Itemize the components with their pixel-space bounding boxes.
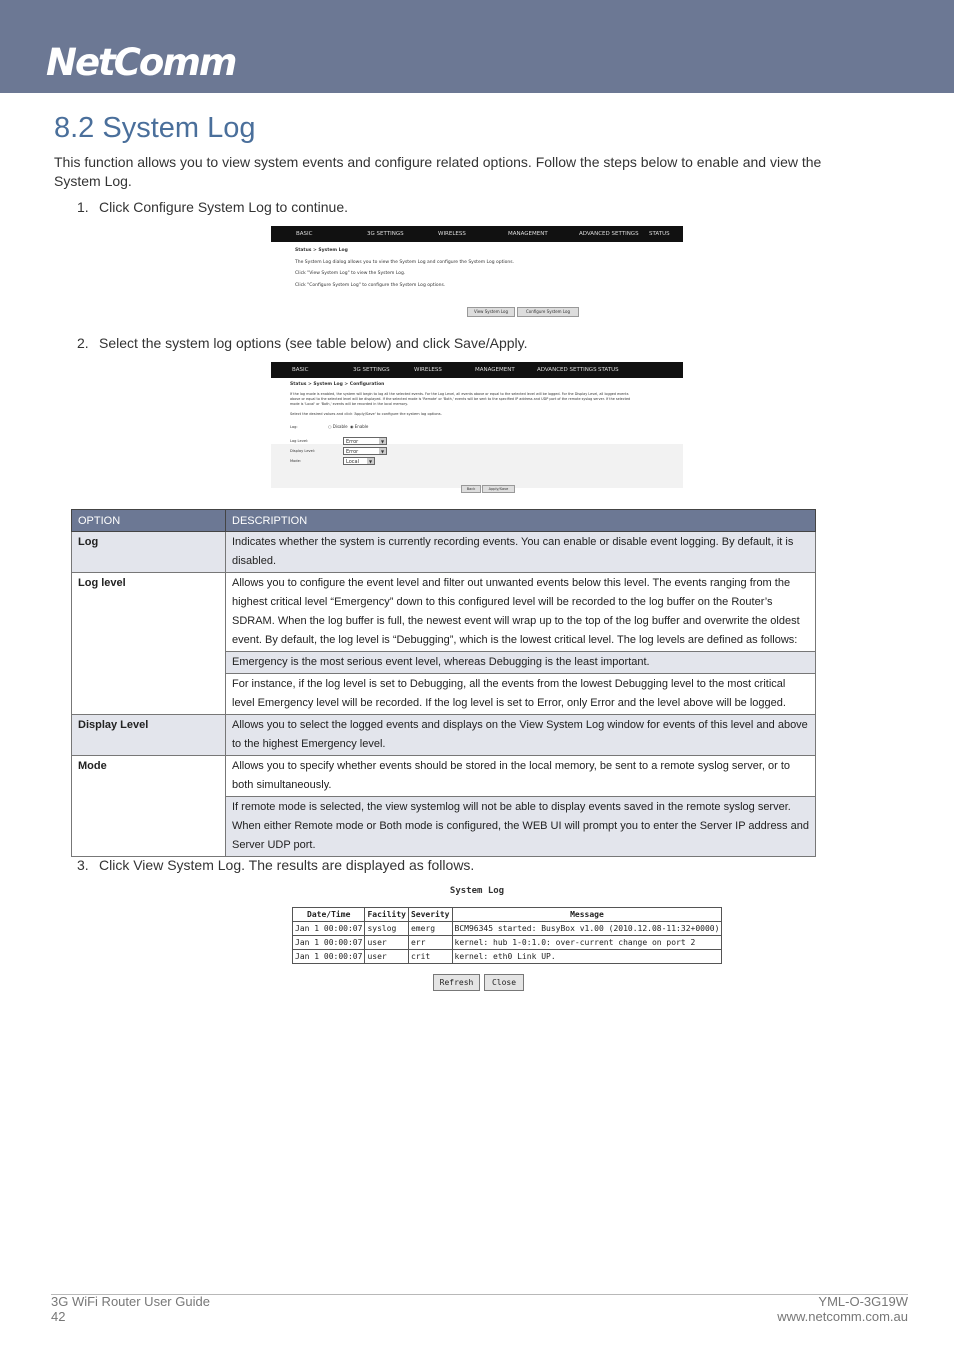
screenshot-system-log — [271, 226, 683, 321]
nav-item[interactable]: WIRELESS — [414, 367, 442, 373]
mode-select[interactable] — [343, 457, 375, 465]
instruction-text: Select the desired values and click 'Apply/Save' to configure the system log options. — [290, 412, 442, 416]
message-cell: BCM96345 started: BusyBox v1.00 (2010.12.08-11:32+0000) — [452, 922, 722, 936]
system-log-table — [292, 907, 722, 964]
nav-item[interactable]: MANAGEMENT — [508, 231, 548, 237]
column-header: Severity — [408, 908, 452, 922]
nav-item[interactable]: 3G SETTINGS — [353, 367, 390, 373]
severity-cell: err — [408, 936, 452, 950]
enable-label: Enable — [354, 424, 369, 429]
step-number: 2. — [77, 335, 89, 351]
step-number: 3. — [77, 857, 89, 873]
table-row — [293, 936, 722, 950]
footer-model: YML-O-3G19W — [818, 1294, 908, 1309]
info-line: Click "Configure System Log" to configure the System Log options. — [295, 283, 446, 288]
log-level-label: Log Level: — [290, 439, 309, 443]
nav-item[interactable]: 3G SETTINGS — [367, 231, 404, 237]
table-row-log — [72, 532, 816, 573]
chevron-down-icon: ▼ — [380, 439, 385, 444]
log-level-select[interactable] — [343, 437, 387, 445]
severity-cell: emerg — [408, 922, 452, 936]
disable-label: Disable — [332, 424, 348, 429]
description-cell: Indicates whether the system is currently recording events. You can enable or disable event logging. By default, it is disabled. — [226, 532, 816, 573]
nav-item[interactable]: ADVANCED SETTINGS — [537, 367, 597, 373]
options-table — [71, 509, 816, 857]
table-row-log-level — [72, 573, 816, 652]
footer-guide-title: 3G WiFi Router User Guide — [51, 1294, 210, 1309]
description-cell: If remote mode is selected, the view systemlog will not be able to display events saved in the remote syslog server. When either Remote mode or Both mode is configured, the WEB UI will prompt you to enter the Server IP address and Server UDP port. — [226, 797, 816, 857]
screenshot-background — [271, 444, 683, 488]
description-cell: Emergency is the most serious event level, whereas Debugging is the least important. — [226, 652, 816, 674]
nav-item[interactable]: STATUS — [598, 367, 619, 373]
table-row-mode — [72, 756, 816, 797]
chevron-down-icon: ▼ — [368, 459, 373, 464]
intro-paragraph: This function allows you to view system events and configure related options. Follow the steps below to enable and view the System Log. — [54, 154, 822, 189]
info-line: Click "View System Log" to view the System Log. — [295, 271, 406, 276]
option-cell: Log — [72, 532, 226, 573]
step-3 — [77, 857, 474, 873]
table-header-row — [72, 510, 816, 532]
section-title: 8.2 System Log — [54, 112, 256, 144]
step-2 — [77, 335, 528, 351]
mode-value: Local — [346, 459, 359, 465]
refresh-button[interactable]: Refresh — [433, 974, 480, 991]
configure-system-log-button[interactable]: Configure System Log — [517, 307, 579, 317]
nav-bar — [271, 362, 683, 378]
severity-cell: crit — [408, 950, 452, 964]
table-row-display-level — [72, 715, 816, 756]
column-header: Facility — [365, 908, 409, 922]
enable-radio[interactable]: ◉ Enable — [350, 424, 369, 429]
column-header-description: DESCRIPTION — [226, 510, 816, 532]
system-log-title: System Log — [449, 886, 505, 896]
date-cell: Jan 1 00:00:07 — [293, 936, 365, 950]
description-cell: For instance, if the log level is set to Debugging, all the events from the lowest Debugging level to the most critical level Emergency level will be recorded. If the log level is set to Error, only Error and the level above will be logged. — [226, 674, 816, 715]
step-text: Click Configure System Log to continue. — [99, 199, 349, 215]
nav-bar — [271, 226, 683, 242]
description-line: mode is 'Local' or 'Both,' events will be recorded in the local memory. — [290, 402, 408, 406]
view-system-log-button[interactable]: View System Log — [467, 307, 515, 317]
back-button[interactable]: Back — [461, 485, 481, 493]
nav-item[interactable]: MANAGEMENT — [475, 367, 515, 373]
description-line: above or equal to the selected level will be displayed. If the selected mode is 'Remote' or 'Both,' events will be sent to the specified IP address and UDP port of the remote syslog server. If the selected — [290, 397, 631, 401]
date-cell: Jan 1 00:00:07 — [293, 950, 365, 964]
option-cell: Log level — [72, 573, 226, 715]
step-text: Select the system log options (see table below) and click Save/Apply. — [99, 335, 528, 351]
facility-cell: user — [365, 936, 409, 950]
nav-item[interactable]: BASIC — [296, 231, 313, 237]
nav-item[interactable]: BASIC — [292, 367, 309, 373]
mode-label: Mode: — [290, 459, 302, 463]
table-row — [293, 922, 722, 936]
nav-item[interactable]: WIRELESS — [438, 231, 466, 237]
facility-cell: syslog — [365, 922, 409, 936]
page-number: 42 — [51, 1309, 66, 1324]
column-header: Message — [452, 908, 722, 922]
date-cell: Jan 1 00:00:07 — [293, 922, 365, 936]
info-line: The System Log dialog allows you to view the System Log and configure the System Log options. — [295, 260, 515, 265]
screenshot-system-log-config — [271, 362, 683, 496]
apply-save-button[interactable]: Apply/Save — [482, 485, 515, 493]
chevron-down-icon: ▼ — [380, 449, 385, 454]
facility-cell: user — [365, 950, 409, 964]
nav-item[interactable]: ADVANCED SETTINGS — [579, 231, 639, 237]
description-cell: Allows you to select the logged events and displays on the View System Log window for events of this level and above to the highest Emergency level. — [226, 715, 816, 756]
display-level-value: Error — [346, 449, 359, 455]
log-label: Log: — [290, 425, 298, 429]
table-row — [293, 950, 722, 964]
disable-radio[interactable]: ○ Disable — [328, 424, 348, 429]
step-number: 1. — [77, 199, 89, 215]
description-line: If the log mode is enabled, the system will begin to log all the selected events. For the Log Level, all events above or equal to the selected level will be logged. For the Display Level, all logged events — [290, 392, 629, 396]
close-button[interactable]: Close — [484, 974, 524, 991]
breadcrumb: Status > System Log > Configuration — [290, 382, 385, 387]
description-cell: Allows you to specify whether events should be stored in the local memory, be sent to a remote syslog server, or to both simultaneously. — [226, 756, 816, 797]
step-1 — [77, 199, 348, 215]
message-cell: kernel: eth0 Link UP. — [452, 950, 722, 964]
option-cell: Mode — [72, 756, 226, 857]
option-cell: Display Level — [72, 715, 226, 756]
step-text: Click View System Log. The results are displayed as follows. — [99, 857, 475, 873]
column-header: Date/Time — [293, 908, 365, 922]
log-level-value: Error — [346, 439, 359, 445]
display-level-select[interactable] — [343, 447, 387, 455]
nav-item[interactable]: STATUS — [649, 231, 670, 237]
display-level-label: Display Level: — [290, 449, 316, 453]
message-cell: kernel: hub 1-0:1.0: over-current change on port 2 — [452, 936, 722, 950]
netcomm-logo: NetComm — [46, 41, 236, 84]
footer-url: www.netcomm.com.au — [777, 1309, 908, 1324]
column-header-option: OPTION — [72, 510, 226, 532]
breadcrumb: Status > System Log — [295, 248, 348, 253]
table-header-row — [293, 908, 722, 922]
description-cell: Allows you to configure the event level and filter out unwanted events below this level. The events ranging from the highest critical level “Emergency” down to this configured level will be recorded to the log buffer on the Router’s SDRAM. When the log buffer is full, the newest event will wrap up to the top of the log buffer and overwrite the oldest event. By default, the log level is “Debugging”, which is the lowest critical level. The log levels are defined as follows: — [226, 573, 816, 652]
